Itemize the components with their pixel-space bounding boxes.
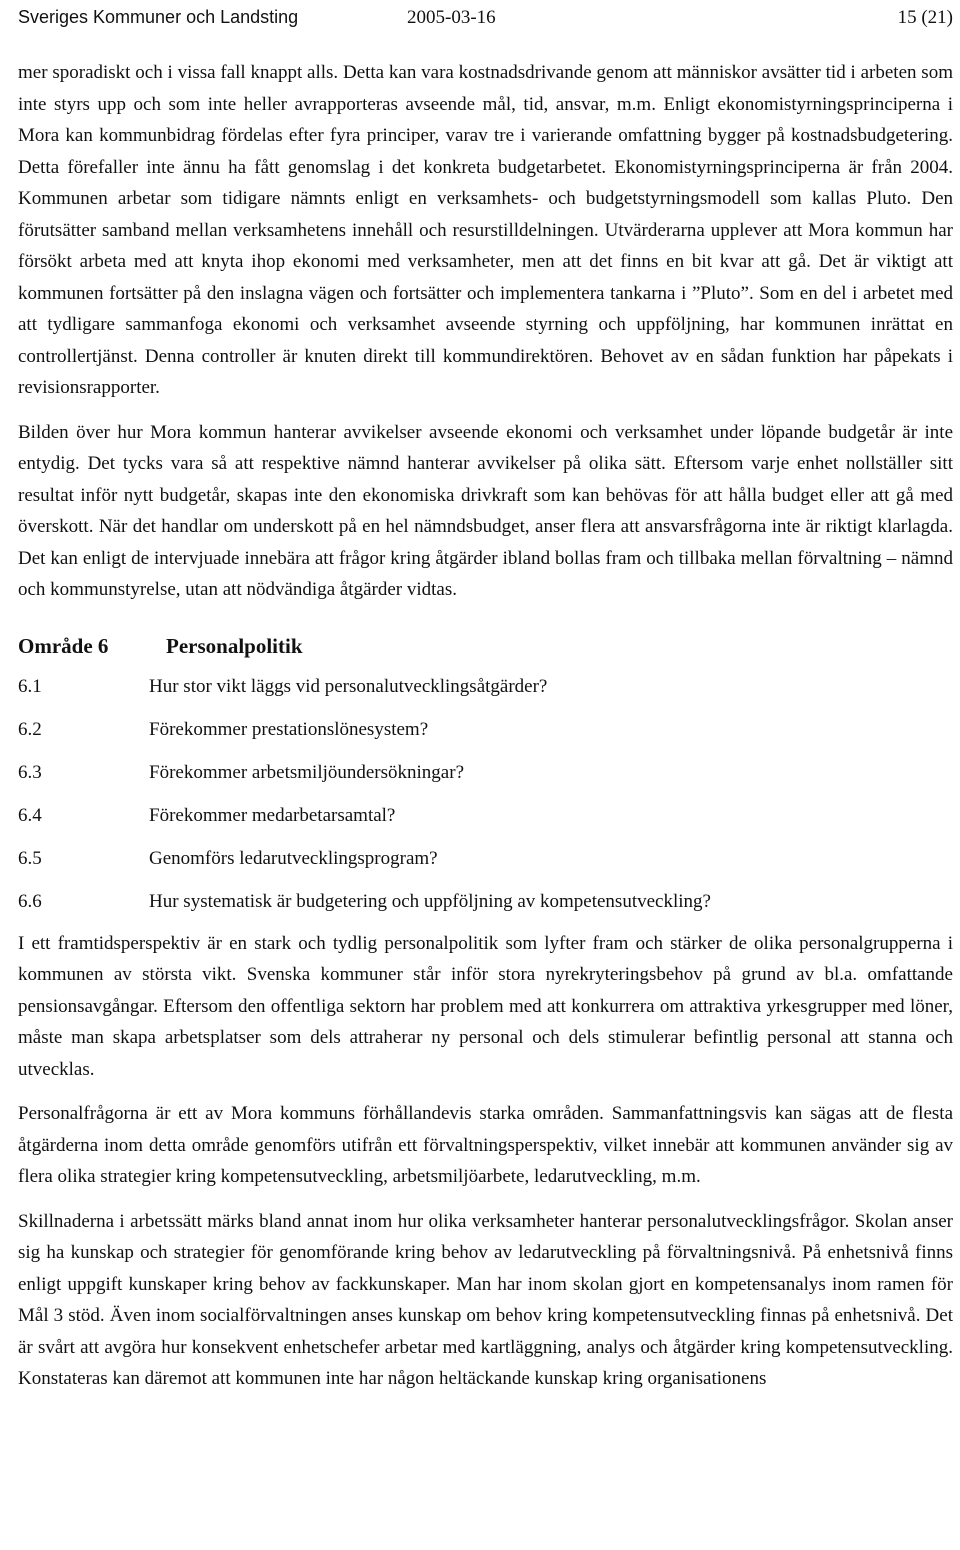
question-number: 6.5 — [18, 848, 42, 870]
question-text: Hur stor vikt läggs vid personalutvecklingsåtgärder? — [149, 676, 548, 698]
header-date: 2005-03-16 — [407, 7, 496, 28]
question-item — [18, 881, 953, 924]
question-text: Genomförs ledarutvecklingsprogram? — [149, 848, 438, 870]
question-text: Förekommer prestationslönesystem? — [149, 719, 429, 741]
paragraph: Bilden över hur Mora kommun hanterar avvikelser avseende ekonomi och verksamhet under löpande budgetår är inte entydig. Det tycks vara så att respektive nämnd hanterar avvikelser på olika sätt. Eftersom varje enhet nollställer sitt resultat inför nytt budgetår, skapas inte den ekonomiska drivkraft som kan behövas för att hålla budget eller att gå med överskott. När det handlar om underskott på en hel nämndsbudget, anser flera att ansvarsfrågorna inte är riktigt klarlagda. Det kan enligt de intervjuade innebära att frågor kring åtgärder ibland bollas fram och tillbaka mellan förvaltning – nämnd och kommunstyrelse, utan att nödvändiga åtgärder vidtas. — [18, 421, 953, 600]
question-item — [18, 838, 953, 881]
question-number: 6.2 — [18, 719, 42, 741]
header-page-number: 15 (21) — [897, 7, 953, 28]
question-item — [18, 666, 953, 709]
section-number: Område 6 — [18, 633, 109, 658]
paragraph: mer sporadiskt och i vissa fall knappt alls. Detta kan vara kostnadsdrivande genom att människor avsätter tid i arbeten som inte styrs upp och som inte heller avrapporteras avseende mål, tid, ansvar, m.m. Enligt ekonomistyrningsprinciperna i Mora kan kommunbidrag fördelas efter fyra principer, varav tre i varierande omfattning bygger på kostnadsbudgetering. Detta förefaller inte ännu ha fått genomslag i det konkreta budgetarbetet. Ekonomistyrningsprinciperna är från 2004. Kommunen arbetar som tidigare nämnts enligt en verksamhets- och budgetstyrningsmodell som kallas Pluto. Den förutsätter samband mellan verksamhetens innehåll och resurstilldelningen. Utvärderarna upplever att Mora kommun har försökt arbeta med att knyta ihop ekonomi med verksamheter, men att det finns en bit kvar att gå. Det är viktigt att kommunen fortsätter på den inslagna vägen och fortsätter och implementera tankarna i ”Pluto”. Som en del i arbetet med att tydligare sammanfoga ekonomi och verksamhet avseende styrning och uppföljning, har kommunen inrättat en controllertjänst. Denna controller är knuten direkt till kommundirektören. Behovet av en sådan funktion har påpekats i revisionsrapporter. — [18, 62, 953, 398]
section-heading — [18, 628, 953, 664]
question-item — [18, 795, 953, 838]
document-body — [18, 57, 953, 1395]
question-number: 6.6 — [18, 891, 42, 913]
page-header — [18, 2, 953, 28]
paragraph: Personalfrågorna är ett av Mora kommuns förhållandevis starka områden. Sammanfattningsvis kan sägas att de flesta åtgärderna inom detta område genomförs utifrån ett förvaltningsperspektiv, vilket innebär att kommunen använder sig av flera olika strategier kring kompetensutveckling, arbetsmiljöarbete, ledarutveckling, m.m. — [18, 1103, 953, 1187]
question-text: Förekommer medarbetarsamtal? — [149, 805, 396, 827]
question-item — [18, 709, 953, 752]
question-list — [18, 666, 953, 924]
paragraph: I ett framtidsperspektiv är en stark och tydlig personalpolitik som lyfter fram och stärker de olika personalgrupperna i kommunen av största vikt. Svenska kommuner står inför stora nyrekryteringsbehov på grund av bl.a. omfattande pensionsavgångar. Eftersom den offentliga sektorn har problem med att konkurrera om attraktiva yrkesgrupper med löner, måste man skapa arbetsplatser som dels attraherar ny personal och dels stimulerar befintlig personal att stanna och utvecklas. — [18, 932, 953, 1080]
question-text: Hur systematisk är budgetering och uppföljning av kompetensutveckling? — [149, 891, 711, 913]
question-number: 6.1 — [18, 676, 42, 698]
paragraph: Skillnaderna i arbetssätt märks bland annat inom hur olika verksamheter hanterar personalutvecklingsfrågor. Skolan anser sig ha kunskap och strategier för genomförande kring behov av ledarutveckling på förvaltningsnivå. På enhetsnivå finns enligt uppgift kunskaper kring behov av fackkunskaper. Man har inom skolan gjort en kompetensanalys inom ramen för Mål 3 stöd. Även inom socialförvaltningen anses kunskap om behov kring kompetensutveckling finnas på enhetsnivå. Det är svårt att avgöra hur konsekvent enhetschefer arbetar med kartläggning, analys och åtgärder kring kompetensutveckling. Konstateras kan däremot att kommunen inte har någon heltäckande kunskap kring organisationens — [18, 1210, 953, 1389]
section-title: Personalpolitik — [166, 633, 303, 658]
question-number: 6.3 — [18, 762, 42, 784]
header-organization: Sveriges Kommuner och Landsting — [18, 7, 299, 27]
question-number: 6.4 — [18, 805, 42, 827]
question-text: Förekommer arbetsmiljöundersökningar? — [149, 762, 465, 784]
question-item — [18, 752, 953, 795]
